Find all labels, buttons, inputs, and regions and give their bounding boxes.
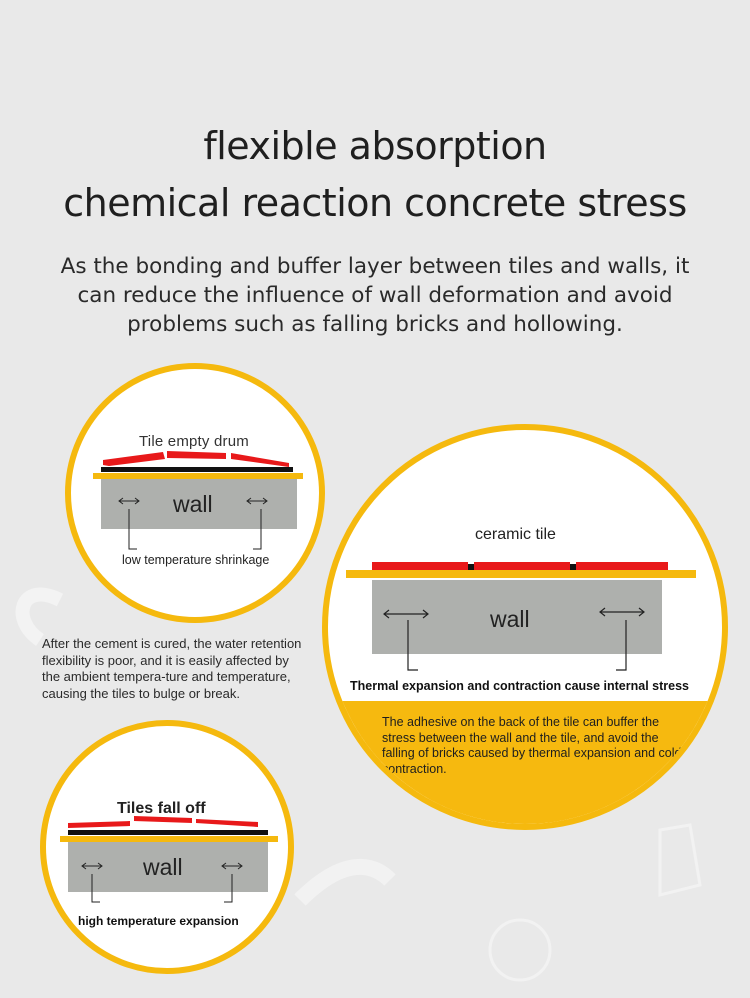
title-line-2: chemical reaction concrete stress bbox=[63, 181, 687, 225]
diagram-caption: Tile empty drum bbox=[139, 433, 249, 450]
title-line-1: flexible absorption bbox=[203, 124, 547, 168]
ceramic-tile-diagram bbox=[322, 424, 728, 830]
diagram-caption: ceramic tile bbox=[475, 526, 556, 543]
tile-left bbox=[372, 562, 468, 570]
tile-middle bbox=[134, 816, 192, 823]
wall-label: wall bbox=[143, 854, 183, 880]
diagram-footer: high temperature expansion bbox=[78, 914, 239, 928]
subtitle: As the bonding and buffer layer between tiles and walls, it can reduce the influence of wall deformation and avoid problems such as falling bricks and hollowing. bbox=[60, 254, 690, 337]
tile-middle bbox=[167, 451, 226, 459]
tile-right bbox=[576, 562, 668, 570]
diagram-caption: Tiles fall off bbox=[117, 800, 206, 817]
wall-label: wall bbox=[173, 491, 213, 517]
mortar-layer bbox=[68, 830, 268, 835]
wall-label: wall bbox=[490, 606, 530, 632]
tile-falloff-drawing bbox=[46, 726, 294, 974]
adhesive-note: The adhesive on the back of the tile can buffer the stress between the wall and the tile, and avoid the falling of bricks caused by thermal expansion and cold contraction. bbox=[382, 715, 682, 776]
adhesive-layer bbox=[60, 836, 278, 842]
diagram-footer: Thermal expansion and contraction cause internal stress bbox=[350, 679, 689, 693]
tile-middle bbox=[474, 562, 570, 570]
tile-empty-drum-diagram bbox=[65, 363, 325, 623]
tiles-fall-off-diagram bbox=[40, 720, 294, 974]
drum-note: After the cement is cured, the water retention flexibility is poor, and it is easily affected by the ambient tempera-ture and temperature, causing the tiles to bulge or break. bbox=[42, 636, 302, 701]
tile-left bbox=[68, 821, 130, 828]
adhesive-layer bbox=[93, 473, 303, 479]
tile-left bbox=[103, 452, 165, 466]
adhesive-layer bbox=[346, 570, 696, 578]
tile-right bbox=[196, 819, 258, 827]
diagram-footer: low temperature shrinkage bbox=[122, 553, 270, 567]
tile-right bbox=[231, 453, 289, 467]
mortar-layer bbox=[101, 467, 293, 472]
